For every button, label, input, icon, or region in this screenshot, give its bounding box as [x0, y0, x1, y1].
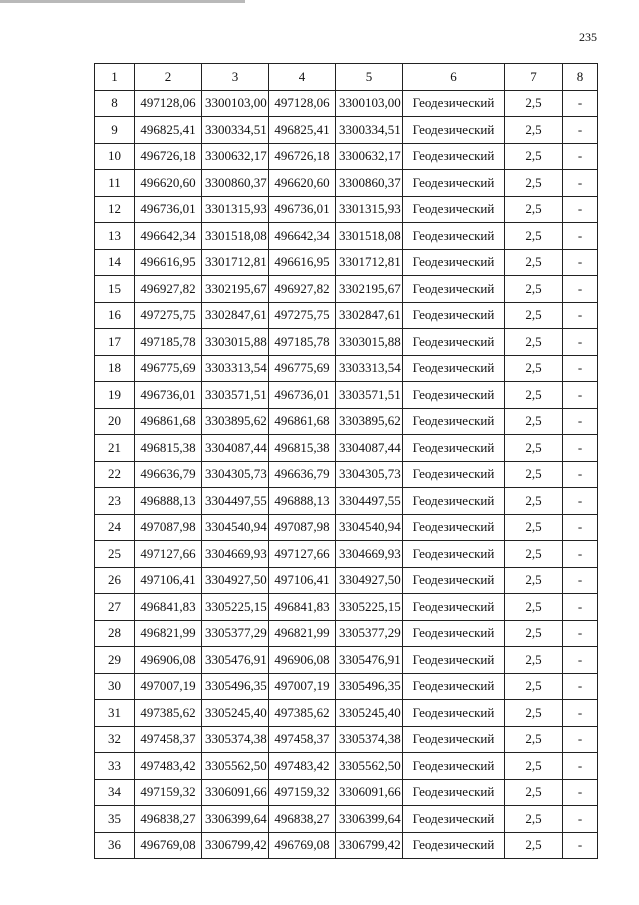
point-number-cell: 21	[95, 435, 135, 462]
type-cell: Геодезический	[403, 779, 505, 806]
x-coordinate-cell: 497127,66	[269, 541, 336, 568]
type-cell: Геодезический	[403, 117, 505, 144]
accuracy-cell: 2,5	[505, 276, 563, 303]
x-coordinate-cell: 497128,06	[269, 90, 336, 117]
type-cell: Геодезический	[403, 700, 505, 727]
table-row	[95, 514, 598, 541]
point-number-cell: 20	[95, 408, 135, 435]
table-row	[95, 832, 598, 859]
table-row	[95, 302, 598, 329]
type-cell: Геодезический	[403, 461, 505, 488]
x-coordinate-cell: 497458,37	[135, 726, 202, 753]
x-coordinate-cell: 497087,98	[269, 514, 336, 541]
accuracy-cell: 2,5	[505, 567, 563, 594]
x-coordinate-cell: 496861,68	[269, 408, 336, 435]
note-cell: -	[563, 647, 598, 674]
type-cell: Геодезический	[403, 276, 505, 303]
x-coordinate-cell: 496736,01	[135, 196, 202, 223]
point-number-cell: 33	[95, 753, 135, 780]
type-cell: Геодезический	[403, 435, 505, 462]
x-coordinate-cell: 496927,82	[135, 276, 202, 303]
x-coordinate-cell: 497106,41	[135, 567, 202, 594]
y-coordinate-cell: 3306091,66	[202, 779, 269, 806]
type-cell: Геодезический	[403, 355, 505, 382]
table-row	[95, 620, 598, 647]
y-coordinate-cell: 3304497,55	[202, 488, 269, 515]
x-coordinate-cell: 497087,98	[135, 514, 202, 541]
accuracy-cell: 2,5	[505, 196, 563, 223]
point-number-cell: 34	[95, 779, 135, 806]
x-coordinate-cell: 496775,69	[269, 355, 336, 382]
point-number-cell: 16	[95, 302, 135, 329]
table-row	[95, 170, 598, 197]
accuracy-cell: 2,5	[505, 223, 563, 250]
x-coordinate-cell: 496841,83	[135, 594, 202, 621]
type-cell: Геодезический	[403, 249, 505, 276]
x-coordinate-cell: 497483,42	[135, 753, 202, 780]
y-coordinate-cell: 3305374,38	[202, 726, 269, 753]
table-header-row	[95, 64, 598, 91]
y-coordinate-cell: 3305225,15	[336, 594, 403, 621]
type-cell: Геодезический	[403, 302, 505, 329]
note-cell: -	[563, 567, 598, 594]
top-rule	[0, 0, 245, 3]
note-cell: -	[563, 435, 598, 462]
type-cell: Геодезический	[403, 329, 505, 356]
type-cell: Геодезический	[403, 382, 505, 409]
type-cell: Геодезический	[403, 90, 505, 117]
x-coordinate-cell: 497106,41	[269, 567, 336, 594]
table-body	[95, 90, 598, 859]
y-coordinate-cell: 3304669,93	[336, 541, 403, 568]
point-number-cell: 32	[95, 726, 135, 753]
note-cell: -	[563, 832, 598, 859]
y-coordinate-cell: 3305377,29	[336, 620, 403, 647]
note-cell: -	[563, 461, 598, 488]
note-cell: -	[563, 753, 598, 780]
type-cell: Геодезический	[403, 647, 505, 674]
column-header: 4	[269, 64, 336, 91]
type-cell: Геодезический	[403, 170, 505, 197]
y-coordinate-cell: 3300334,51	[336, 117, 403, 144]
type-cell: Геодезический	[403, 408, 505, 435]
accuracy-cell: 2,5	[505, 753, 563, 780]
x-coordinate-cell: 496642,34	[135, 223, 202, 250]
table-row	[95, 779, 598, 806]
table-row	[95, 90, 598, 117]
table-row	[95, 726, 598, 753]
point-number-cell: 25	[95, 541, 135, 568]
point-number-cell: 30	[95, 673, 135, 700]
y-coordinate-cell: 3303313,54	[336, 355, 403, 382]
accuracy-cell: 2,5	[505, 700, 563, 727]
x-coordinate-cell: 497185,78	[135, 329, 202, 356]
note-cell: -	[563, 355, 598, 382]
y-coordinate-cell: 3303313,54	[202, 355, 269, 382]
y-coordinate-cell: 3301518,08	[336, 223, 403, 250]
point-number-cell: 11	[95, 170, 135, 197]
x-coordinate-cell: 496616,95	[269, 249, 336, 276]
y-coordinate-cell: 3304540,94	[202, 514, 269, 541]
note-cell: -	[563, 779, 598, 806]
type-cell: Геодезический	[403, 567, 505, 594]
note-cell: -	[563, 726, 598, 753]
table-row	[95, 382, 598, 409]
column-header: 7	[505, 64, 563, 91]
y-coordinate-cell: 3305245,40	[202, 700, 269, 727]
table-row	[95, 647, 598, 674]
type-cell: Геодезический	[403, 143, 505, 170]
table-row	[95, 673, 598, 700]
y-coordinate-cell: 3306799,42	[336, 832, 403, 859]
x-coordinate-cell: 496821,99	[135, 620, 202, 647]
x-coordinate-cell: 497007,19	[135, 673, 202, 700]
x-coordinate-cell: 496769,08	[135, 832, 202, 859]
accuracy-cell: 2,5	[505, 249, 563, 276]
column-header: 2	[135, 64, 202, 91]
accuracy-cell: 2,5	[505, 832, 563, 859]
y-coordinate-cell: 3305476,91	[336, 647, 403, 674]
table-row	[95, 223, 598, 250]
note-cell: -	[563, 514, 598, 541]
x-coordinate-cell: 496888,13	[135, 488, 202, 515]
y-coordinate-cell: 3304087,44	[202, 435, 269, 462]
accuracy-cell: 2,5	[505, 779, 563, 806]
table-row	[95, 329, 598, 356]
x-coordinate-cell: 497275,75	[269, 302, 336, 329]
accuracy-cell: 2,5	[505, 488, 563, 515]
type-cell: Геодезический	[403, 594, 505, 621]
x-coordinate-cell: 497483,42	[269, 753, 336, 780]
point-number-cell: 12	[95, 196, 135, 223]
accuracy-cell: 2,5	[505, 117, 563, 144]
accuracy-cell: 2,5	[505, 143, 563, 170]
y-coordinate-cell: 3303015,88	[202, 329, 269, 356]
y-coordinate-cell: 3305476,91	[202, 647, 269, 674]
y-coordinate-cell: 3305374,38	[336, 726, 403, 753]
x-coordinate-cell: 496736,01	[269, 196, 336, 223]
x-coordinate-cell: 496642,34	[269, 223, 336, 250]
point-number-cell: 27	[95, 594, 135, 621]
x-coordinate-cell: 496636,79	[135, 461, 202, 488]
y-coordinate-cell: 3301518,08	[202, 223, 269, 250]
x-coordinate-cell: 497159,32	[135, 779, 202, 806]
x-coordinate-cell: 496838,27	[269, 806, 336, 833]
accuracy-cell: 2,5	[505, 673, 563, 700]
y-coordinate-cell: 3300334,51	[202, 117, 269, 144]
x-coordinate-cell: 497458,37	[269, 726, 336, 753]
accuracy-cell: 2,5	[505, 435, 563, 462]
table-row	[95, 435, 598, 462]
note-cell: -	[563, 90, 598, 117]
x-coordinate-cell: 496927,82	[269, 276, 336, 303]
x-coordinate-cell: 497185,78	[269, 329, 336, 356]
note-cell: -	[563, 196, 598, 223]
x-coordinate-cell: 497385,62	[135, 700, 202, 727]
accuracy-cell: 2,5	[505, 355, 563, 382]
y-coordinate-cell: 3303015,88	[336, 329, 403, 356]
type-cell: Геодезический	[403, 223, 505, 250]
note-cell: -	[563, 488, 598, 515]
point-number-cell: 26	[95, 567, 135, 594]
type-cell: Геодезический	[403, 832, 505, 859]
y-coordinate-cell: 3300632,17	[336, 143, 403, 170]
y-coordinate-cell: 3300103,00	[202, 90, 269, 117]
x-coordinate-cell: 496906,08	[135, 647, 202, 674]
x-coordinate-cell: 496726,18	[135, 143, 202, 170]
y-coordinate-cell: 3300860,37	[202, 170, 269, 197]
x-coordinate-cell: 496815,38	[135, 435, 202, 462]
accuracy-cell: 2,5	[505, 514, 563, 541]
note-cell: -	[563, 408, 598, 435]
point-number-cell: 17	[95, 329, 135, 356]
y-coordinate-cell: 3302847,61	[336, 302, 403, 329]
table-row	[95, 196, 598, 223]
table-row	[95, 408, 598, 435]
x-coordinate-cell: 496636,79	[269, 461, 336, 488]
type-cell: Геодезический	[403, 753, 505, 780]
column-header: 6	[403, 64, 505, 91]
y-coordinate-cell: 3305496,35	[202, 673, 269, 700]
type-cell: Геодезический	[403, 620, 505, 647]
accuracy-cell: 2,5	[505, 382, 563, 409]
accuracy-cell: 2,5	[505, 170, 563, 197]
column-header: 8	[563, 64, 598, 91]
type-cell: Геодезический	[403, 488, 505, 515]
note-cell: -	[563, 117, 598, 144]
note-cell: -	[563, 541, 598, 568]
x-coordinate-cell: 496821,99	[269, 620, 336, 647]
note-cell: -	[563, 302, 598, 329]
x-coordinate-cell: 496620,60	[269, 170, 336, 197]
point-number-cell: 24	[95, 514, 135, 541]
x-coordinate-cell: 496825,41	[269, 117, 336, 144]
column-header: 1	[95, 64, 135, 91]
table-row	[95, 488, 598, 515]
point-number-cell: 23	[95, 488, 135, 515]
x-coordinate-cell: 496906,08	[269, 647, 336, 674]
x-coordinate-cell: 497128,06	[135, 90, 202, 117]
y-coordinate-cell: 3303571,51	[202, 382, 269, 409]
x-coordinate-cell: 497007,19	[269, 673, 336, 700]
x-coordinate-cell: 496841,83	[269, 594, 336, 621]
type-cell: Геодезический	[403, 726, 505, 753]
accuracy-cell: 2,5	[505, 726, 563, 753]
x-coordinate-cell: 496815,38	[269, 435, 336, 462]
note-cell: -	[563, 143, 598, 170]
type-cell: Геодезический	[403, 673, 505, 700]
table-row	[95, 355, 598, 382]
y-coordinate-cell: 3305562,50	[202, 753, 269, 780]
y-coordinate-cell: 3304540,94	[336, 514, 403, 541]
accuracy-cell: 2,5	[505, 329, 563, 356]
point-number-cell: 35	[95, 806, 135, 833]
x-coordinate-cell: 496736,01	[135, 382, 202, 409]
y-coordinate-cell: 3304927,50	[336, 567, 403, 594]
y-coordinate-cell: 3305377,29	[202, 620, 269, 647]
y-coordinate-cell: 3302195,67	[336, 276, 403, 303]
accuracy-cell: 2,5	[505, 541, 563, 568]
note-cell: -	[563, 382, 598, 409]
y-coordinate-cell: 3305245,40	[336, 700, 403, 727]
y-coordinate-cell: 3306799,42	[202, 832, 269, 859]
note-cell: -	[563, 806, 598, 833]
point-number-cell: 13	[95, 223, 135, 250]
x-coordinate-cell: 496726,18	[269, 143, 336, 170]
x-coordinate-cell: 497159,32	[269, 779, 336, 806]
y-coordinate-cell: 3301315,93	[202, 196, 269, 223]
y-coordinate-cell: 3301315,93	[336, 196, 403, 223]
accuracy-cell: 2,5	[505, 408, 563, 435]
table-row	[95, 461, 598, 488]
x-coordinate-cell: 497275,75	[135, 302, 202, 329]
note-cell: -	[563, 329, 598, 356]
table-row	[95, 541, 598, 568]
table-row	[95, 249, 598, 276]
y-coordinate-cell: 3304669,93	[202, 541, 269, 568]
x-coordinate-cell: 496775,69	[135, 355, 202, 382]
x-coordinate-cell: 496620,60	[135, 170, 202, 197]
point-number-cell: 9	[95, 117, 135, 144]
y-coordinate-cell: 3300103,00	[336, 90, 403, 117]
point-number-cell: 19	[95, 382, 135, 409]
accuracy-cell: 2,5	[505, 647, 563, 674]
y-coordinate-cell: 3303571,51	[336, 382, 403, 409]
x-coordinate-cell: 496888,13	[269, 488, 336, 515]
accuracy-cell: 2,5	[505, 620, 563, 647]
accuracy-cell: 2,5	[505, 461, 563, 488]
table-row	[95, 594, 598, 621]
table-row	[95, 700, 598, 727]
y-coordinate-cell: 3302195,67	[202, 276, 269, 303]
column-header: 5	[336, 64, 403, 91]
y-coordinate-cell: 3304497,55	[336, 488, 403, 515]
accuracy-cell: 2,5	[505, 90, 563, 117]
note-cell: -	[563, 170, 598, 197]
point-number-cell: 36	[95, 832, 135, 859]
table-row	[95, 276, 598, 303]
x-coordinate-cell: 496861,68	[135, 408, 202, 435]
coordinates-table	[94, 63, 598, 859]
table-row	[95, 117, 598, 144]
x-coordinate-cell: 497385,62	[269, 700, 336, 727]
point-number-cell: 8	[95, 90, 135, 117]
point-number-cell: 28	[95, 620, 135, 647]
y-coordinate-cell: 3306091,66	[336, 779, 403, 806]
table-row	[95, 806, 598, 833]
type-cell: Геодезический	[403, 806, 505, 833]
accuracy-cell: 2,5	[505, 806, 563, 833]
table-row	[95, 753, 598, 780]
y-coordinate-cell: 3301712,81	[336, 249, 403, 276]
accuracy-cell: 2,5	[505, 594, 563, 621]
x-coordinate-cell: 496616,95	[135, 249, 202, 276]
page-number: 235	[579, 30, 597, 44]
y-coordinate-cell: 3304305,73	[336, 461, 403, 488]
x-coordinate-cell: 497127,66	[135, 541, 202, 568]
y-coordinate-cell: 3303895,62	[202, 408, 269, 435]
point-number-cell: 14	[95, 249, 135, 276]
point-number-cell: 10	[95, 143, 135, 170]
y-coordinate-cell: 3303895,62	[336, 408, 403, 435]
point-number-cell: 29	[95, 647, 135, 674]
table-row	[95, 143, 598, 170]
type-cell: Геодезический	[403, 541, 505, 568]
column-header: 3	[202, 64, 269, 91]
type-cell: Геодезический	[403, 514, 505, 541]
x-coordinate-cell: 496769,08	[269, 832, 336, 859]
point-number-cell: 31	[95, 700, 135, 727]
accuracy-cell: 2,5	[505, 302, 563, 329]
point-number-cell: 15	[95, 276, 135, 303]
y-coordinate-cell: 3301712,81	[202, 249, 269, 276]
note-cell: -	[563, 700, 598, 727]
y-coordinate-cell: 3305562,50	[336, 753, 403, 780]
note-cell: -	[563, 594, 598, 621]
y-coordinate-cell: 3304927,50	[202, 567, 269, 594]
x-coordinate-cell: 496838,27	[135, 806, 202, 833]
y-coordinate-cell: 3304305,73	[202, 461, 269, 488]
x-coordinate-cell: 496825,41	[135, 117, 202, 144]
table-row	[95, 567, 598, 594]
y-coordinate-cell: 3304087,44	[336, 435, 403, 462]
y-coordinate-cell: 3306399,64	[336, 806, 403, 833]
note-cell: -	[563, 620, 598, 647]
x-coordinate-cell: 496736,01	[269, 382, 336, 409]
y-coordinate-cell: 3306399,64	[202, 806, 269, 833]
note-cell: -	[563, 673, 598, 700]
point-number-cell: 18	[95, 355, 135, 382]
y-coordinate-cell: 3305496,35	[336, 673, 403, 700]
note-cell: -	[563, 276, 598, 303]
y-coordinate-cell: 3305225,15	[202, 594, 269, 621]
y-coordinate-cell: 3300860,37	[336, 170, 403, 197]
note-cell: -	[563, 249, 598, 276]
type-cell: Геодезический	[403, 196, 505, 223]
point-number-cell: 22	[95, 461, 135, 488]
y-coordinate-cell: 3300632,17	[202, 143, 269, 170]
y-coordinate-cell: 3302847,61	[202, 302, 269, 329]
note-cell: -	[563, 223, 598, 250]
